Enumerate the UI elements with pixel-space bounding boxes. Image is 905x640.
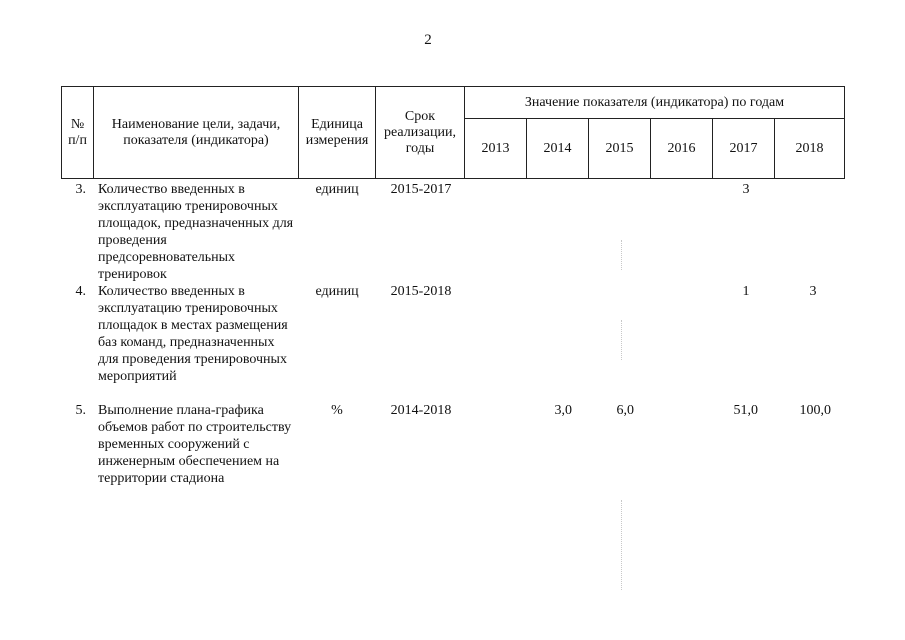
header-year: 2015	[589, 119, 651, 179]
indicator-name: Количество введенных в эксплуатацию тренировочных площадок, предназначенных для проведения предсоревновательных тренировок	[98, 182, 294, 282]
header-num: № п/п	[62, 87, 94, 179]
header-term: Срок реализации, годы	[376, 87, 465, 179]
header-year: 2016	[651, 119, 713, 179]
value-2018: 100,0	[799, 403, 831, 418]
value-2015: 6,0	[616, 403, 634, 418]
scan-artifact-divider	[621, 500, 623, 590]
scan-artifact-divider	[621, 240, 623, 270]
row-number: 3.	[75, 182, 86, 197]
unit-cell: единиц	[315, 284, 359, 299]
header-unit: Единица измерения	[299, 87, 376, 179]
row-number: 4.	[75, 284, 86, 299]
header-year: 2014	[527, 119, 589, 179]
header-name: Наименование цели, задачи, показателя (индикатора)	[94, 87, 299, 179]
unit-cell: единиц	[315, 182, 359, 197]
header-year: 2017	[713, 119, 775, 179]
value-2014: 3,0	[554, 403, 572, 418]
header-values-group: Значение показателя (индикатора) по годам	[465, 87, 845, 119]
value-2018: 3	[809, 284, 817, 299]
row-number: 5.	[75, 403, 86, 418]
indicator-name: Количество введенных в эксплуатацию тренировочных площадок в местах размещения баз команд, предназначенных для проведения тренировочных мероприятий	[98, 284, 288, 384]
scan-artifact-divider	[621, 320, 623, 360]
term-cell: 2014-2018	[390, 403, 452, 418]
page-number: 2	[424, 32, 432, 48]
value-2017: 3	[742, 182, 750, 197]
value-2017: 1	[742, 284, 750, 299]
header-year: 2013	[465, 119, 527, 179]
value-2017: 51,0	[733, 403, 758, 418]
term-cell: 2015-2017	[390, 182, 452, 197]
indicator-name: Выполнение плана-графика объемов работ по строительству временных сооружений с инженерным обеспечением на территории стадиона	[98, 403, 292, 486]
term-cell: 2015-2018	[390, 284, 452, 299]
header-year: 2018	[775, 119, 845, 179]
unit-cell: %	[331, 403, 343, 418]
